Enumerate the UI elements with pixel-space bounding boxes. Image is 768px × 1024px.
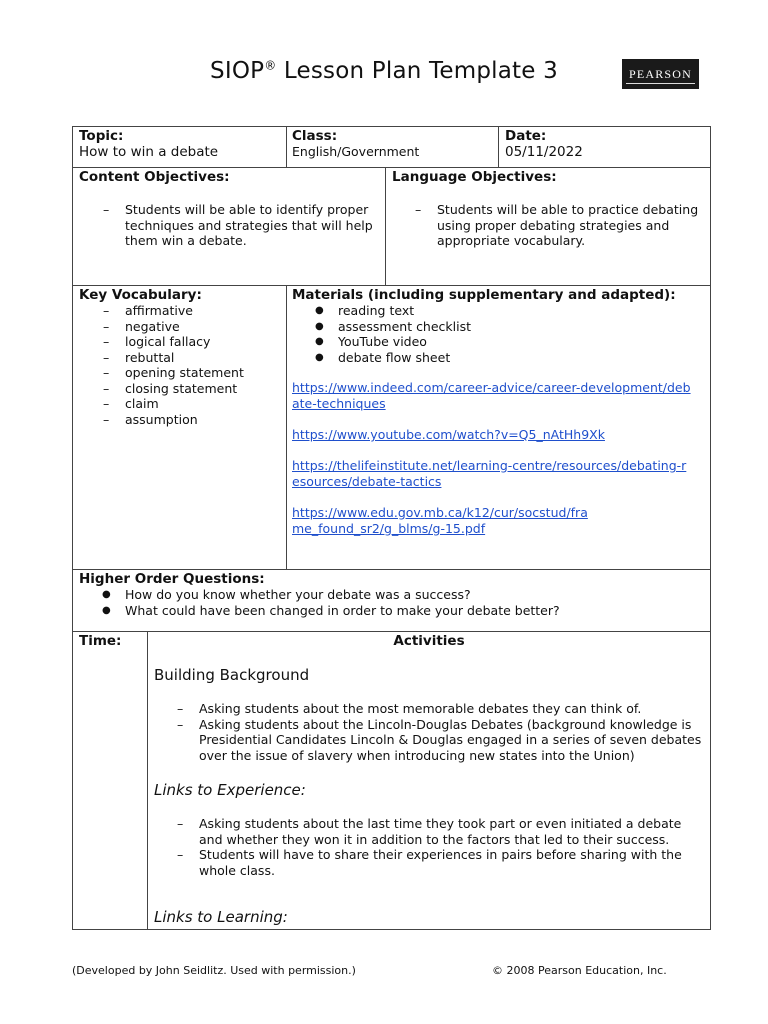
vocab-item: – logical fallacy xyxy=(125,334,280,350)
vocab-item: – affirmative xyxy=(125,303,280,319)
building-background-heading: Building Background xyxy=(154,666,310,684)
higher-order-questions-cell xyxy=(72,569,711,632)
footer-copyright: © 2008 Pearson Education, Inc. xyxy=(492,964,667,977)
building-background-item: – Asking students about the Lincoln-Douglas Debates (background knowledge is Presidential Candidates Lincoln & Douglas engaged in a series of seven debates over the issue of slavery when introducing new states into the Union) xyxy=(199,717,707,764)
material-link-indeed[interactable]: https://www.indeed.com/career-advice/career-development/debate-techniques xyxy=(292,380,691,411)
vocab-item: – claim xyxy=(125,396,280,412)
vocab-item: – assumption xyxy=(125,412,280,428)
hoq-label: Higher Order Questions: xyxy=(79,571,265,587)
topic-label: Topic: xyxy=(79,128,124,144)
hoq-item: ● How do you know whether your debate was a success? xyxy=(125,587,704,603)
material-item: ● reading text xyxy=(338,303,705,319)
material-item: ● assessment checklist xyxy=(338,319,705,335)
activities-cell xyxy=(147,631,711,930)
materials-cell xyxy=(286,285,711,570)
content-objectives-label: Content Objectives: xyxy=(79,169,230,185)
vocabulary-cell xyxy=(72,285,287,570)
links-to-learning-heading: Links to Learning: xyxy=(154,908,288,926)
time-cell xyxy=(72,631,148,930)
vocab-item: – closing statement xyxy=(125,381,280,397)
vocab-item: – opening statement xyxy=(125,365,280,381)
topic-cell xyxy=(72,126,287,168)
vocabulary-label: Key Vocabulary: xyxy=(79,287,202,303)
vocab-item: – rebuttal xyxy=(125,350,280,366)
content-objective-item: – Students will be able to identify proper techniques and strategies that will help them win a debate. xyxy=(125,202,375,249)
date-label: Date: xyxy=(505,128,547,144)
content-objectives-cell xyxy=(72,167,386,286)
building-background-item: – Asking students about the most memorable debates they can think of. xyxy=(199,701,707,717)
page-title: SIOP® Lesson Plan Template 3 xyxy=(210,58,558,84)
footer-credit: (Developed by John Seidlitz. Used with permission.) xyxy=(72,964,356,977)
class-cell xyxy=(286,126,499,168)
date-value: 05/11/2022 xyxy=(505,144,583,160)
activities-label: Activities xyxy=(393,633,465,649)
material-link-lifeinstitute[interactable]: https://thelifeinstitute.net/learning-centre/resources/debating-resources/debate-tactics xyxy=(292,458,687,489)
class-value: English/Government xyxy=(292,144,420,159)
material-item: ● YouTube video xyxy=(338,334,705,350)
registered-mark: ® xyxy=(264,58,277,73)
class-label: Class: xyxy=(292,128,338,144)
topic-value: How to win a debate xyxy=(79,144,219,160)
links-to-experience-item: – Asking students about the last time they took part or even initiated a debate and whether they won it in addition to the factors that led to their success. xyxy=(199,816,699,847)
material-link-youtube[interactable]: https://www.youtube.com/watch?v=Q5_nAtHh9Xk xyxy=(292,427,605,442)
vocab-item: – negative xyxy=(125,319,280,335)
links-to-experience-item: – Students will have to share their experiences in pairs before sharing with the whole class. xyxy=(199,847,699,878)
links-to-experience-heading: Links to Experience: xyxy=(154,781,306,799)
language-objectives-cell xyxy=(385,167,711,286)
time-label: Time: xyxy=(79,633,122,649)
hoq-item: ● What could have been changed in order to make your debate better? xyxy=(125,603,704,619)
material-item: ● debate flow sheet xyxy=(338,350,705,366)
language-objective-item: – Students will be able to practice debating using proper debating strategies and appropriate vocabulary. xyxy=(437,202,705,249)
language-objectives-label: Language Objectives: xyxy=(392,169,557,185)
date-cell xyxy=(498,126,711,168)
material-link-edu-gov[interactable]: https://www.edu.gov.mb.ca/k12/cur/socstud/frame_found_sr2/g_blms/g-15.pdf xyxy=(292,505,588,536)
materials-label: Materials (including supplementary and adapted): xyxy=(292,287,676,303)
pearson-logo: PEARSON xyxy=(622,59,699,89)
